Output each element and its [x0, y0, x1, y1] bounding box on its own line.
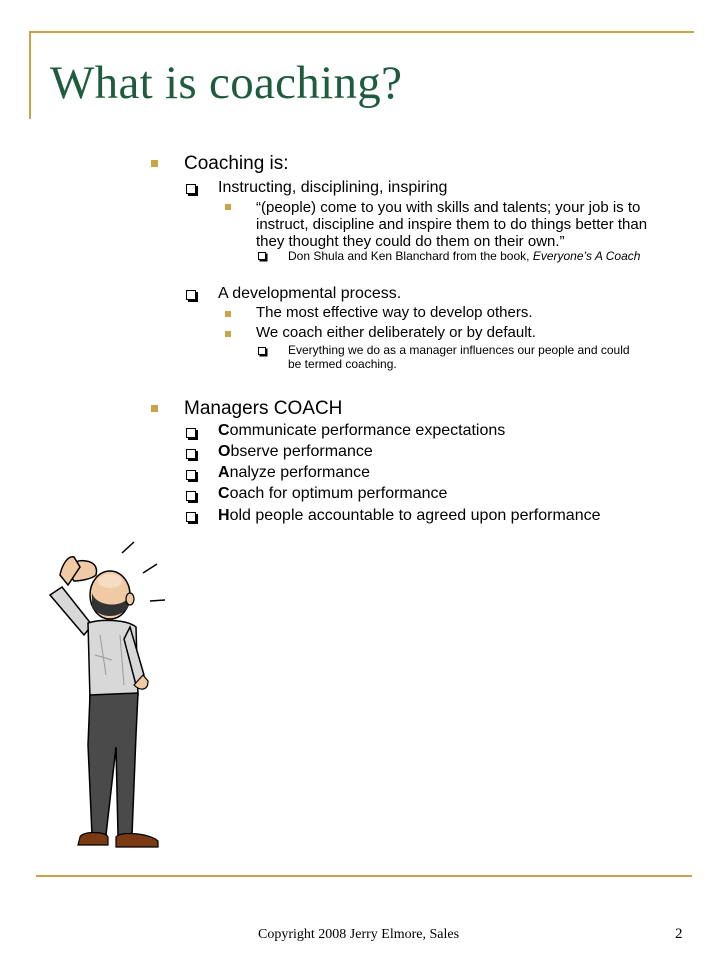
bullet-hollow-square-icon	[186, 184, 196, 194]
everything-line-2: be termed coaching.	[288, 357, 397, 371]
coach-text: ommunicate performance expectations	[229, 422, 506, 439]
coach-letter: C	[218, 485, 230, 502]
citation-book-title: Everyone’s A Coach	[532, 249, 641, 263]
citation	[288, 249, 640, 263]
coach-item	[218, 507, 601, 525]
everything-line-1: Everything we do as a manager influences our people and could	[288, 343, 630, 357]
bullet-square-icon	[225, 311, 231, 317]
coach-letter: H	[218, 507, 230, 524]
slide-title: What is coaching?	[50, 57, 403, 109]
quote-line-2: instruct, discipline and inspire them to do things better than	[256, 216, 648, 233]
bullet-square-icon	[151, 160, 158, 167]
coach-text: old people accountable to agreed upon performance	[229, 507, 601, 524]
quote-line-3: they thought they could do them on their own.”	[256, 233, 565, 250]
frame-horizontal-rule	[29, 31, 694, 33]
bullet-hollow-square-icon	[186, 512, 196, 522]
coach-item	[218, 422, 505, 440]
frame-vertical-rule	[29, 31, 31, 119]
coach-item	[218, 464, 370, 482]
bullet-instructing: Instructing, disciplining, inspiring	[218, 179, 448, 196]
citation-prefix: Don Shula and Ken Blanchard from the book,	[288, 249, 533, 263]
coach-letter: O	[218, 443, 231, 460]
bullet-hollow-square-icon	[186, 428, 196, 438]
coach-text: oach for optimum performance	[229, 485, 448, 502]
bullet-hollow-square-icon	[258, 252, 266, 260]
coach-letter: A	[218, 464, 230, 481]
bullet-hollow-square-icon	[258, 347, 266, 355]
thinking-man-clipart	[40, 535, 175, 860]
quote-line-1: “(people) come to you with skills and talents; your job is to	[256, 199, 641, 216]
coach-text: bserve performance	[230, 443, 373, 460]
bullet-hollow-square-icon	[186, 449, 196, 459]
bullet-developmental: A developmental process.	[218, 285, 402, 302]
coach-letter: C	[218, 422, 230, 439]
bullet-managers-coach: Managers COACH	[184, 398, 343, 419]
page-number: 2	[675, 926, 683, 942]
footer-rule	[36, 875, 692, 877]
coach-item	[218, 485, 447, 503]
bullet-square-icon	[225, 204, 231, 210]
coach-item	[218, 443, 373, 461]
coach-text: nalyze performance	[229, 464, 371, 481]
bullet-coaching-is: Coaching is:	[184, 153, 289, 174]
bullet-square-icon	[151, 405, 158, 412]
bullet-hollow-square-icon	[186, 470, 196, 480]
bullet-we-coach: We coach either deliberately or by default.	[256, 324, 536, 341]
bullet-most-effective: The most effective way to develop others.	[256, 304, 533, 321]
bullet-square-icon	[225, 331, 231, 337]
footer-copyright: Copyright 2008 Jerry Elmore, Sales	[258, 927, 460, 942]
bullet-hollow-square-icon	[186, 290, 196, 300]
bullet-hollow-square-icon	[186, 491, 196, 501]
